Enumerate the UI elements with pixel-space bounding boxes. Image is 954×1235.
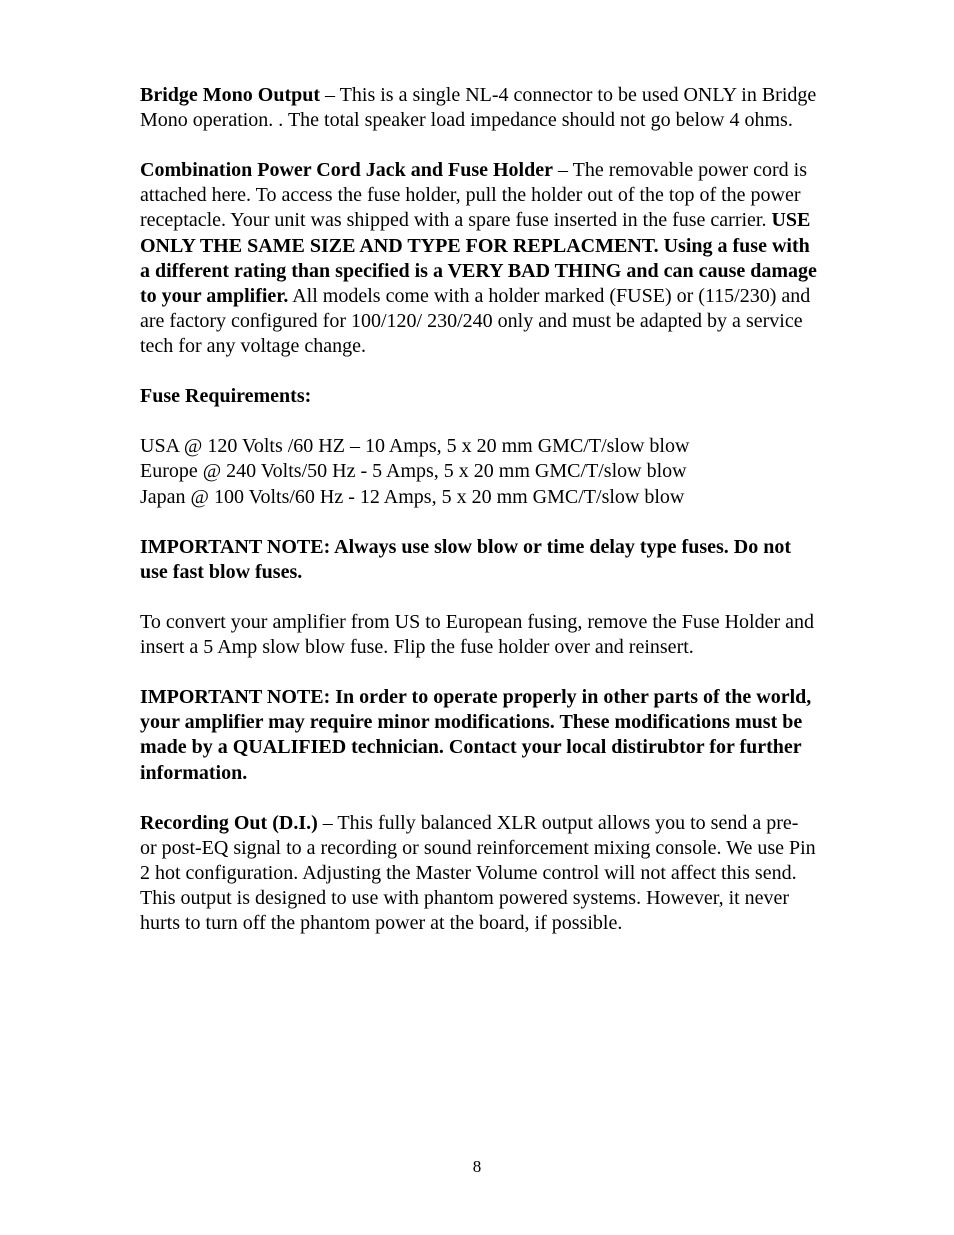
fuse-requirement-usa: USA @ 120 Volts /60 HZ – 10 Amps, 5 x 20 mm GMC/T/slow blow [140, 435, 690, 458]
power-cord-fuse-holder-text: – The removable power cord is attached here. To access the fuse holder, pull the holder out of the top of the power receptacle. Your unit was shipped with a spare fuse inserted in the fuse carrier. [140, 159, 807, 232]
bridge-mono-output-paragraph [140, 83, 820, 133]
power-cord-fuse-holder-paragraph [140, 158, 820, 359]
fuse-requirement-japan: Japan @ 100 Volts/60 Hz - 12 Amps, 5 x 20 mm GMC/T/slow blow [140, 485, 685, 508]
bridge-mono-output-text: – This is a single NL-4 connector to be used ONLY in Bridge Mono operation. . The total speaker load impedance should not go below 4 ohms. [140, 84, 817, 132]
bridge-mono-output-heading: Bridge Mono Output [140, 84, 321, 106]
fuse-holder-models-text: All models come with a holder marked (FUSE) or (115/230) and are factory configured for 100/120/ 230/240 only and must be adapted by a service tech for any voltage change. [140, 284, 811, 357]
recording-out-paragraph [140, 811, 820, 936]
fuse-requirements-heading: Fuse Requirements: [140, 385, 312, 408]
convert-fusing-paragraph: To convert your amplifier from US to European fusing, remove the Fuse Holder and insert a 5 Amp slow blow fuse. Flip the fuse holder over and reinsert. [140, 610, 814, 659]
document-page [140, 83, 820, 961]
fuse-replacement-warning: USE ONLY THE SAME SIZE AND TYPE FOR REPLACMENT. Using a fuse with a different rating than specified is a VERY BAD THING and can cause damage to your amplifier. [140, 209, 817, 307]
power-cord-fuse-holder-heading: Combination Power Cord Jack and Fuse Holder [140, 159, 553, 182]
fuse-requirement-europe: Europe @ 240 Volts/50 Hz - 5 Amps, 5 x 20 mm GMC/T/slow blow [140, 460, 687, 483]
recording-out-text: – This fully balanced XLR output allows you to send a pre- or post-EQ signal to a recording or sound reinforcement mixing console. We use Pin 2 hot configuration. Adjusting the Master Volume control will not affect this send. This output is designed to use with phantom powered systems. However, it never hurts to turn off the phantom power at the board, if possible. [140, 811, 816, 935]
fuse-requirements-list [140, 434, 820, 509]
important-note-slow-blow: IMPORTANT NOTE: Always use slow blow or time delay type fuses. Do not use fast blow fuses. [140, 535, 791, 583]
important-note-modifications: IMPORTANT NOTE: In order to operate properly in other parts of the world, your amplifier may require minor modifications. These modifications must be made by a QUALIFIED technician. Contact your local distirubtor for further information. [140, 686, 812, 784]
page-number: 8 [472, 1157, 482, 1176]
recording-out-heading: Recording Out (D.I.) [140, 811, 318, 834]
